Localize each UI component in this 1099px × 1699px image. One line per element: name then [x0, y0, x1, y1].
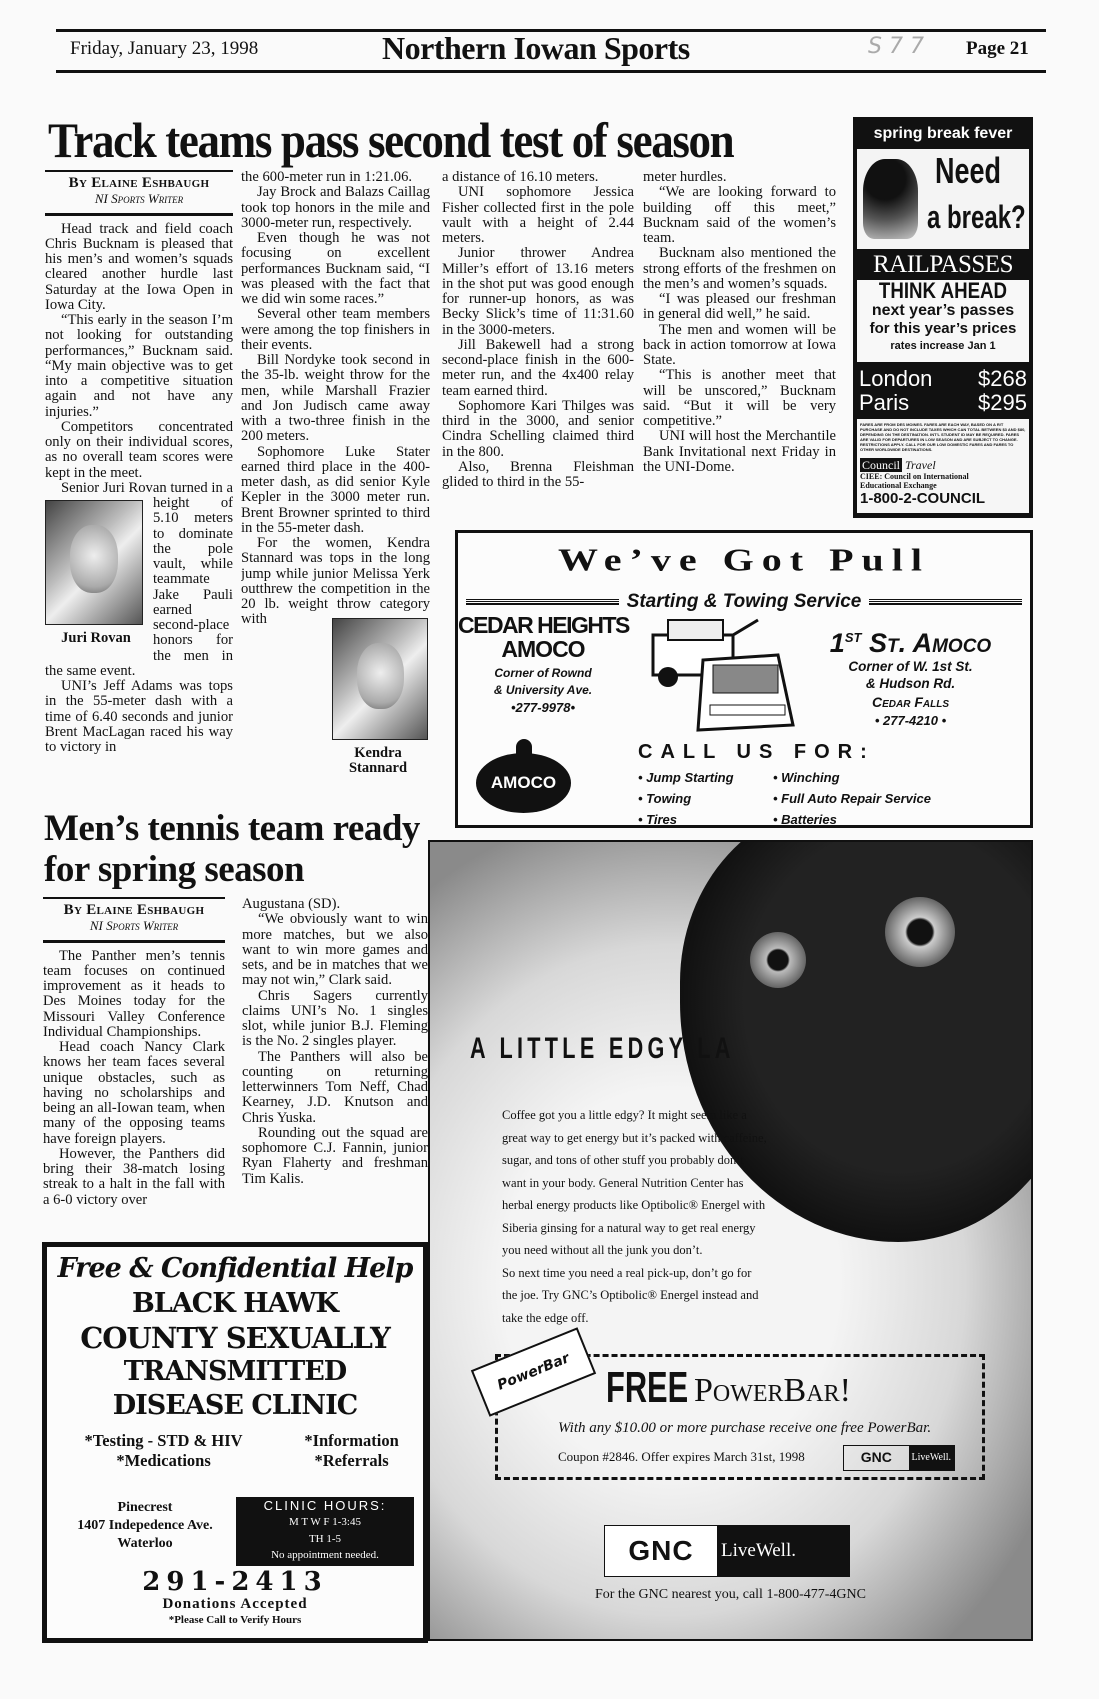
article-paragraph: Bill Nordyke took second in the 35-lb. weight throw for the men, while Marshall Frazier and Jon Judisch came away with a two-three finish in the 200 meters.: [241, 352, 430, 445]
clinic-name-line: COUNTY SEXUALLY: [80, 1321, 390, 1355]
station-phone: • 277-4210 •: [874, 713, 947, 728]
article-paragraph: Augustana (SD).: [242, 897, 341, 912]
track-byline: [45, 170, 233, 216]
council-logo: Council: [862, 458, 900, 472]
rail-image-area: [857, 149, 1029, 249]
fare-city: London: [859, 366, 933, 391]
amoco-logo: [476, 753, 571, 813]
track-column-4: [643, 170, 836, 520]
article-paragraph: Senior Juri Rovan turned in a height of 5.10 meters to dominate the pole vault, while teammate Jake Pauli earned second-place honors for the men in the same event.: [45, 479, 233, 679]
fare-row: [859, 367, 1027, 391]
article-paragraph: Several other team members were among the top finishers in their events.: [241, 306, 430, 353]
rail-fares: [859, 367, 1027, 415]
article-paragraph: Chris Sagers currently claims UNI’s No. 1 singles slot, while junior B.J. Fleming is the No. 2 singles player.: [242, 987, 428, 1050]
clinic-name-line: TRANSMITTED: [123, 1356, 347, 1387]
tow-title: We’ve Got Pull: [558, 541, 930, 578]
juri-rovan-photo-figure: [45, 500, 147, 650]
byline-title: NI Sports Writer: [89, 918, 179, 934]
clinic-service: *Testing - STD & HIV: [84, 1431, 243, 1450]
clinic-services: [47, 1431, 423, 1471]
railpass-ad: [853, 117, 1033, 518]
article-paragraph: Rounding out the squad are sophomore C.J. Fannin, junior Ryan Flaherty and freshman Tim Kalis.: [242, 1124, 428, 1187]
station-phone: •277-9978•: [510, 700, 576, 715]
rail-break: a break?: [927, 199, 1026, 235]
article-paragraph: Competitors concentrated only on their individual scores, as no overall team scores were kept in the meet.: [45, 418, 233, 481]
station-address: & Hudson Rd.: [865, 676, 956, 691]
article-paragraph: UNI will host the Merchantile Bank Invitational next Friday in the UNI-Dome.: [643, 428, 836, 475]
article-paragraph: The men and women will be back in action tomorrow at Iowa State.: [643, 321, 836, 368]
address-line: Waterloo: [117, 1536, 173, 1551]
rail-banner: spring break fever: [873, 125, 1013, 142]
article-paragraph: the 600-meter run in 1:21.06.: [241, 170, 413, 185]
page-number: Page 21: [966, 38, 1029, 59]
masthead-bottom-rule: [56, 70, 1046, 73]
rail-railpasses: RAILPASSES: [873, 251, 1013, 278]
rail-rates: rates increase Jan 1: [890, 340, 996, 352]
station-address: Corner of W. 1st St.: [848, 659, 973, 674]
rail-need: Need: [935, 150, 1002, 191]
gnc-body-text: [502, 1104, 772, 1329]
gnc-body-line: want in your body. General Nutrition Center has: [502, 1175, 744, 1190]
powerbar-wrapper-illustration: PowerBar: [471, 1327, 596, 1416]
stressed-person-illustration: [863, 159, 918, 239]
tow-truck-illustration: [648, 615, 798, 740]
station-address: & University Ave.: [493, 683, 593, 697]
juri-rovan-photo: [45, 500, 143, 625]
coupon-offer: With any $10.00 or more purchase receive one free PowerBar.: [558, 1420, 932, 1436]
gnc-body-line: So next time you need a real pick-up, don’t go for: [502, 1265, 752, 1280]
article-paragraph: Sophomore Luke Stater earned third place in the 400-meter dash, as did senior Kyle Kepler in the 3000 meter run. Brent Browner sprinted to third in the 55-meter dash.: [241, 443, 430, 536]
section-title: Northern Iowan Sports: [382, 30, 690, 66]
fare-row: [859, 391, 1027, 415]
livewell-text: LiveWell.: [909, 1446, 954, 1470]
call-us-for: CALL US FOR:: [638, 741, 875, 763]
right-eye: [885, 897, 955, 967]
gnc-footer: For the GNC nearest you, call 1-800-477-4GNC: [594, 1587, 866, 1602]
gnc-body-line: take the edge off.: [502, 1310, 589, 1325]
rail-prices: for this year’s prices: [869, 320, 1017, 337]
gnc-logo-small: [843, 1445, 955, 1471]
gnc-body-line: you need without all the junk you don’t.: [502, 1243, 703, 1257]
article-paragraph: Jill Bakewell had a strong second-place finish in the 600-meter run, and the 4x400 relay team earned third.: [442, 336, 634, 399]
service-item: • Batteries: [773, 812, 837, 827]
station-number: 1: [829, 628, 845, 658]
rail-next: next year’s passes: [871, 302, 1015, 319]
clinic-name: [47, 1287, 423, 1423]
article-paragraph: Head track and field coach Chris Bucknam is pleased that his men’s and women’s squads cleared another hurdle last Saturday at the Iowa Open in Iowa City.: [45, 220, 233, 313]
clinic-hours-title: CLINIC HOURS:: [263, 1498, 387, 1513]
service-item: • Towing: [638, 791, 692, 806]
article-paragraph: a distance of 16.10 meters.: [442, 170, 599, 185]
clinic-service: *Referrals: [314, 1451, 389, 1470]
article-paragraph: Even though he was not focusing on excellent performances Bucknam said, “I was pleased with the fact that we did win some races.”: [241, 230, 430, 307]
byline-title: NI Sports Writer: [94, 191, 184, 207]
article-paragraph: UNI’s Jeff Adams was tops in the 55-meter dash with a time of 6.40 seconds and junior Brent MacLagan raced his way to victory in: [45, 678, 233, 755]
clinic-address: [55, 1499, 235, 1553]
gnc-logo-text: GNC: [628, 1535, 694, 1566]
clinic-hours-line: M T W F 1-3:45: [289, 1516, 361, 1528]
rail-think-ahead-box: [857, 280, 1029, 362]
article-paragraph: “We are looking forward to building off this meet,” Bucknam said of the women’s team.: [643, 184, 836, 246]
service-item: • Tires: [638, 812, 677, 827]
handwritten-mark: S 7 7: [868, 34, 924, 59]
livewell-text: LiveWell.: [717, 1526, 849, 1576]
track-column-3: [442, 170, 634, 520]
gnc-body-line: the joe. Try GNC’s Optibolic® Energel instead and: [502, 1288, 759, 1302]
gnc-body-line: Coffee got you a little edgy? It might seem like a: [502, 1108, 747, 1122]
left-eye: [750, 932, 806, 988]
rail-think: THINK AHEAD: [878, 278, 1008, 303]
clinic-hours-line: TH 1-5: [308, 1533, 342, 1545]
services-left: [638, 767, 734, 830]
gnc-ad: [428, 840, 1033, 1641]
clinic-hours-box: [236, 1497, 414, 1566]
divider: [869, 599, 1022, 605]
gnc-logo: [604, 1525, 850, 1577]
article-paragraph: “I was pleased our freshman in general did well,” he said.: [643, 291, 836, 323]
first-st-amoco-block: [798, 623, 1023, 730]
service-item: • Jump Starting: [638, 770, 734, 785]
fare-price: $295: [978, 390, 1027, 415]
rail-footer: [857, 419, 1029, 513]
track-headline: Track teams pass second test of season: [48, 112, 734, 168]
article-paragraph: The Panther men’s tennis team focuses on continued improvement as it heads to Des Moines today for the Missouri Valley Conference Individual Championships.: [43, 947, 225, 1040]
kendra-stannard-photo-figure: [326, 618, 430, 776]
gnc-headline: A LITTLE EDGY LA: [470, 1032, 735, 1065]
track-column-1: [45, 170, 233, 795]
service-item: • Winching: [773, 770, 840, 785]
clinic-hours-line: No appointment needed.: [271, 1549, 379, 1561]
clinic-phone: 291-2413: [142, 1567, 328, 1597]
article-paragraph: “We obviously want to win more matches, but we also want to win more games and sets, and be in matches that we may not win,” Clark said.: [242, 911, 428, 989]
photo-caption: Juri Rovan: [61, 629, 131, 646]
service-item: • Full Auto Repair Service: [773, 791, 931, 806]
fare-price: $268: [978, 366, 1027, 391]
coupon-number: Coupon #2846. Offer expires March 31st, 1998: [558, 1449, 805, 1464]
coupon-powerbar: PowerBar!: [694, 1372, 851, 1409]
gnc-body-line: Siberia ginsing for a natural way to get real energy: [502, 1220, 756, 1235]
station-city: Cedar Falls: [872, 694, 949, 710]
article-paragraph: Jay Brock and Balazs Caillag took top honors in the mile and 3000-meter run, respectively.: [241, 184, 430, 231]
rail-fine-print: FARES ARE FROM DES MOINES. FARES ARE EACH WAY, BASED ON A R/T PURCHASE AND DO NOT INCLUDE TAXES WHICH CAN TOTAL BETWEEN $3 AND $80, DEPENDING ON THE DESTINATION. INT'L STUDENT ID MAY BE REQUIRED. FARES ARE VALID FOR DEPARTURES IN LOW SEASON AND ARE SUBJECT TO CHANGE. RESTRICTIONS APPLY. CALL FOR OUR LOW DOMESTIC FARES AND FARES TO OTHER WORLDWIDE DESTINATIONS.: [860, 422, 1026, 452]
gnc-logo-text: GNC: [860, 1449, 892, 1465]
clinic-script-heading: Free & Confidential Help: [57, 1253, 413, 1284]
rail-ciee: CIEE: Council on International Educational Exchange: [860, 472, 969, 490]
std-clinic-ad: [42, 1242, 428, 1643]
address-line: Pinecrest: [117, 1500, 173, 1515]
tennis-column-1: [43, 897, 225, 1219]
article-paragraph: For the women, Kendra Stannard was tops in the long jump while junior Melissa Yerk outthrew the competition in the 20 lb. weight throw category with: [241, 535, 430, 628]
clinic-service: *Medications: [116, 1451, 211, 1470]
clinic-name-line: DISEASE CLINIC: [112, 1390, 358, 1421]
clinic-donations: Donations Accepted: [162, 1596, 308, 1612]
fare-city: Paris: [859, 390, 910, 415]
track-column-2: [241, 170, 430, 795]
article-paragraph: However, the Panthers did bring their 38-match losing streak to a halt in the fall with a 6-0 victory over: [43, 1145, 225, 1208]
article-paragraph: meter hurdles.: [643, 170, 727, 185]
kendra-stannard-photo: [332, 618, 428, 740]
clinic-service: *Information: [304, 1431, 399, 1450]
article-paragraph: Sophomore Kari Thilges was third in the 3000, and senior Cindra Schelling claimed third in the 800.: [442, 397, 634, 460]
byline-author: By Elaine Eshbaugh: [68, 175, 210, 191]
clinic-name-line: BLACK HAWK: [131, 1288, 338, 1319]
article-paragraph: Head coach Nancy Clark knows her team faces several unique obstacles, such as having no scholarships and being an all-Iowan team, when many of the opposing teams have foreign players.: [43, 1039, 225, 1147]
amoco-logo-text: AMOCO: [490, 773, 557, 792]
article-paragraph: The Panthers will also be counting on returning letterwinners Tom Neff, Chad Kearney, J.D. Knutson and Chris Yuska.: [242, 1048, 428, 1126]
coupon-free: FREE: [606, 1363, 689, 1412]
article-paragraph: UNI sophomore Jessica Fisher collected first in the pole vault with a height of 2.44 meters.: [442, 184, 634, 246]
gnc-body-line: sugar, and tons of other stuff you probably don’t: [502, 1153, 744, 1167]
tennis-column-2: [242, 897, 428, 1219]
photo-caption: Kendra Stannard: [348, 745, 408, 776]
address-line: 1407 Indepedence Ave.: [77, 1518, 213, 1533]
article-paragraph: Also, Brenna Fleishman glided to third in the 55-: [442, 458, 634, 490]
byline-author: By Elaine Eshbaugh: [63, 902, 205, 918]
gnc-body-line: herbal energy products like Optibolic® Energel with: [502, 1198, 766, 1212]
station-name: St. Amoco: [868, 628, 992, 658]
services-right: [773, 767, 931, 830]
station-ordinal: ST: [844, 630, 862, 645]
divider: [466, 599, 619, 605]
clinic-verify: *Please Call to Verify Hours: [168, 1614, 302, 1626]
issue-date: Friday, January 23, 1998: [70, 38, 259, 59]
tow-subtitle: Starting & Towing Service: [626, 591, 862, 612]
gnc-body-line: great way to get energy but it’s packed with caffeine,: [502, 1130, 767, 1145]
tennis-headline: Men’s tennis team ready for spring season: [44, 808, 420, 890]
travel-logo: Travel: [905, 458, 936, 472]
article-paragraph: “This is another meet that will be unscored,” Bucknam said. “But it will be very competitive.”: [643, 367, 836, 429]
station-name: AMOCO: [501, 636, 585, 662]
station-address: Corner of Rownd: [494, 666, 592, 680]
article-paragraph: “This early in the season I’m not looking for outstanding performances,” Bucknam said. “My main objective was to get into a competitive situation again and not have any injuries.”: [45, 312, 233, 420]
powerbar-coupon: [495, 1350, 985, 1480]
torch-icon: [516, 739, 532, 755]
cedar-heights-block: [458, 613, 628, 717]
station-name: CEDAR HEIGHTS: [458, 612, 629, 638]
rail-phone: 1-800-2-COUNCIL: [860, 490, 986, 507]
article-paragraph: Junior thrower Andrea Miller’s effort of 13.16 meters in the shot put was good enough for runner-up honors, as was Becky Slick’s time of 11:31.60 in the 3000-meters.: [442, 245, 634, 338]
towing-ad: [455, 530, 1033, 828]
article-paragraph: Bucknam also mentioned the strong efforts of the freshmen on the men’s and women’s squads.: [643, 245, 836, 292]
tennis-byline: [43, 897, 225, 943]
